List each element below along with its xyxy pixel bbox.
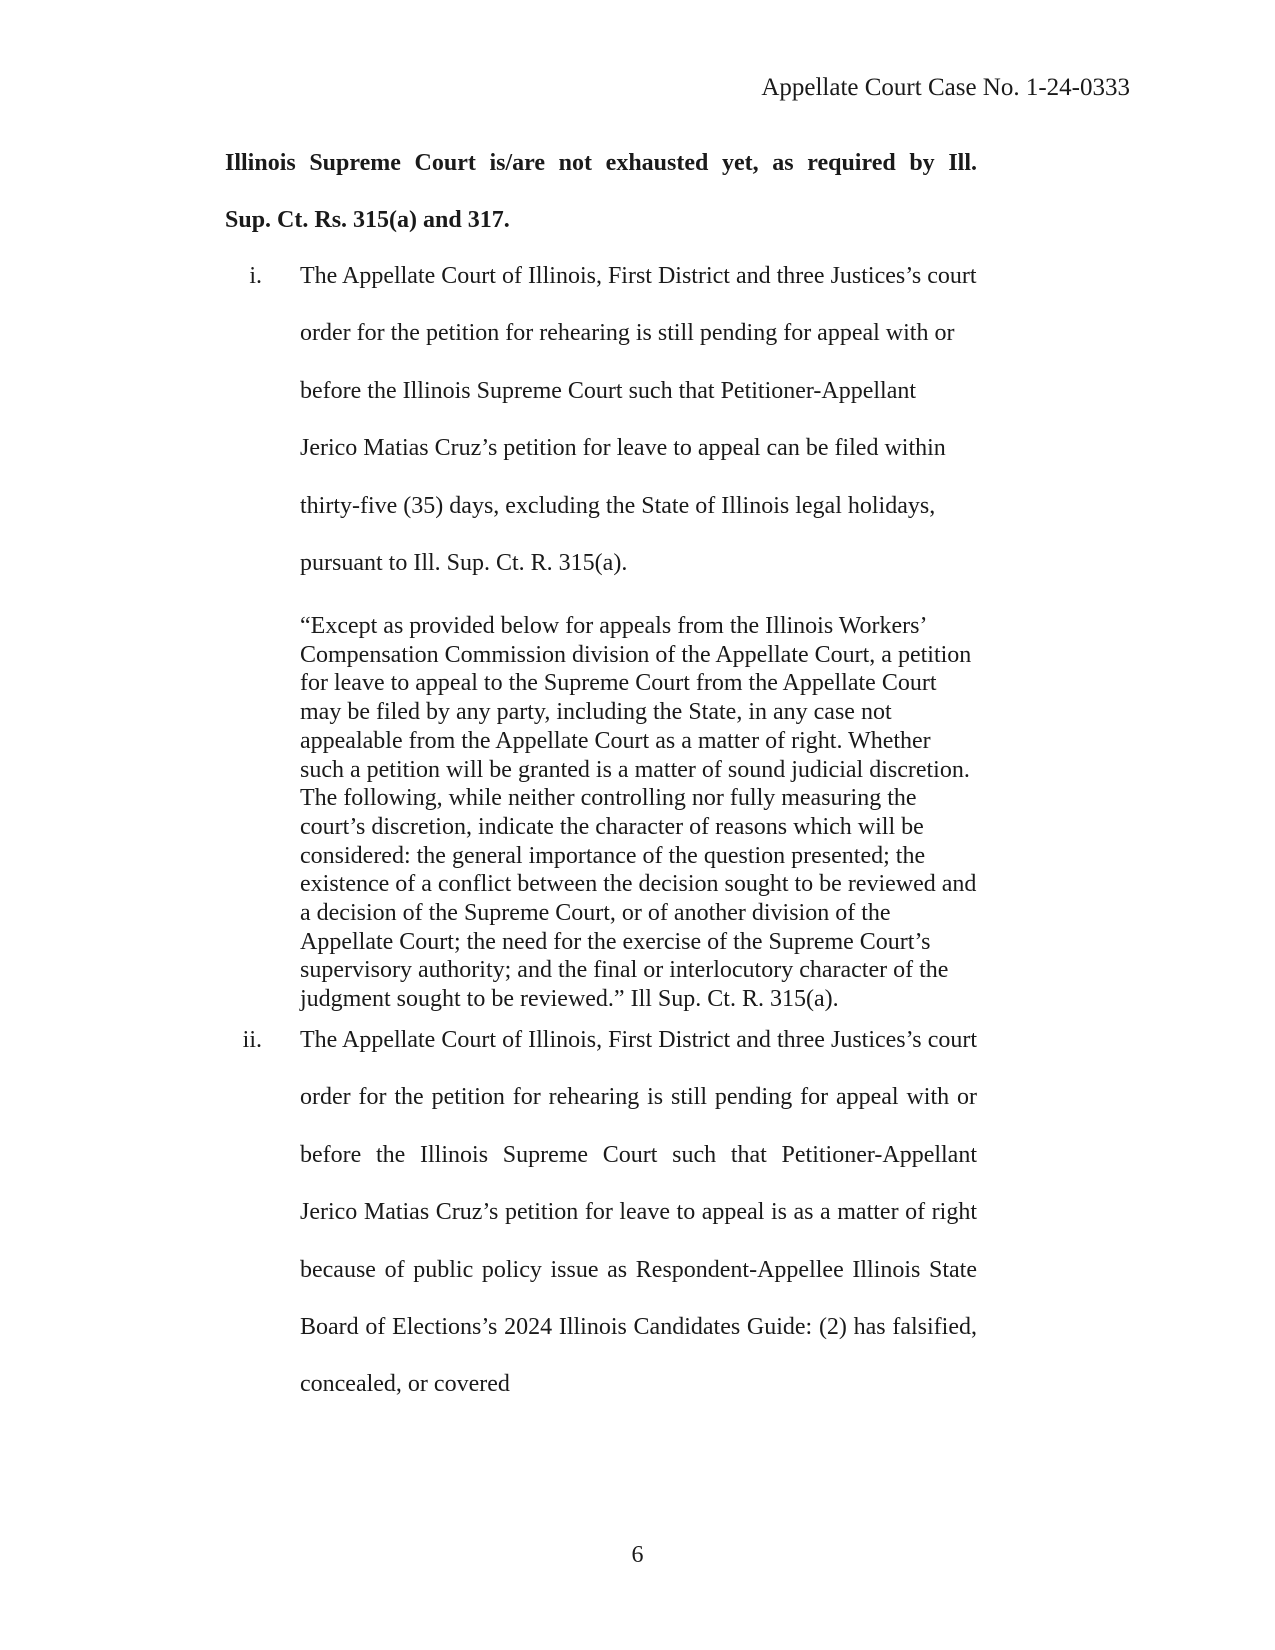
section-heading-line-1: Illinois Supreme Court is/are not exhausted yet, as required by Ill. xyxy=(225,150,977,176)
section-heading-line-2: Sup. Ct. Rs. 315(a) and 317. xyxy=(225,207,510,233)
list-item-text: The Appellate Court of Illinois, First District and three Justices’s court order for the petition for rehearing is still pending for appeal with or before the Illinois Supreme Court such that Petitioner-Appellant Jerico Matias Cruz’s petition for leave to appeal can be filed within thirty-five (35) days, excluding the State of Illinois legal holidays, pursuant to Ill. Sup. Ct. R. 315(a). xyxy=(300,263,977,577)
page-number: 6 xyxy=(631,1542,644,1568)
block-quote: “Except as provided below for appeals from the Illinois Workers’ Compensation Commission division of the Appellate Court, a petition for leave to appeal to the Supreme Court from the Appellate Court may be filed by any party, including the State, in any case not appealable from the Appellate Court as a matter of right. Whether such a petition will be granted is a matter of sound judicial discretion. The following, while neither controlling nor fully measuring the court’s discretion, indicate the character of reasons which will be considered: the general importance of the question presented; the existence of a conflict between the decision sought to be reviewed and a decision of the Supreme Court, or of another division of the Appellate Court; the need for the exercise of the Supreme Court’s supervisory authority; and the final or interlocutory character of the judgment sought to be reviewed.” Ill Sup. Ct. R. 315(a). xyxy=(300,613,977,1013)
list-marker: i. xyxy=(249,263,262,289)
list-item-text: The Appellate Court of Illinois, First District and three Justices’s court order for the petition for rehearing is still pending for appeal with or before the Illinois Supreme Court such that Petitioner-Appellant Jerico Matias Cruz’s petition for leave to appeal is as a matter of right because of public policy issue as Respondent-Appellee Illinois State Board of Elections’s 2024 Illinois Candidates Guide: (2) has falsified, concealed, or covered xyxy=(300,1027,977,1398)
list-marker: ii. xyxy=(242,1027,262,1053)
case-number-header: Appellate Court Case No. 1-24-0333 xyxy=(761,74,1130,101)
